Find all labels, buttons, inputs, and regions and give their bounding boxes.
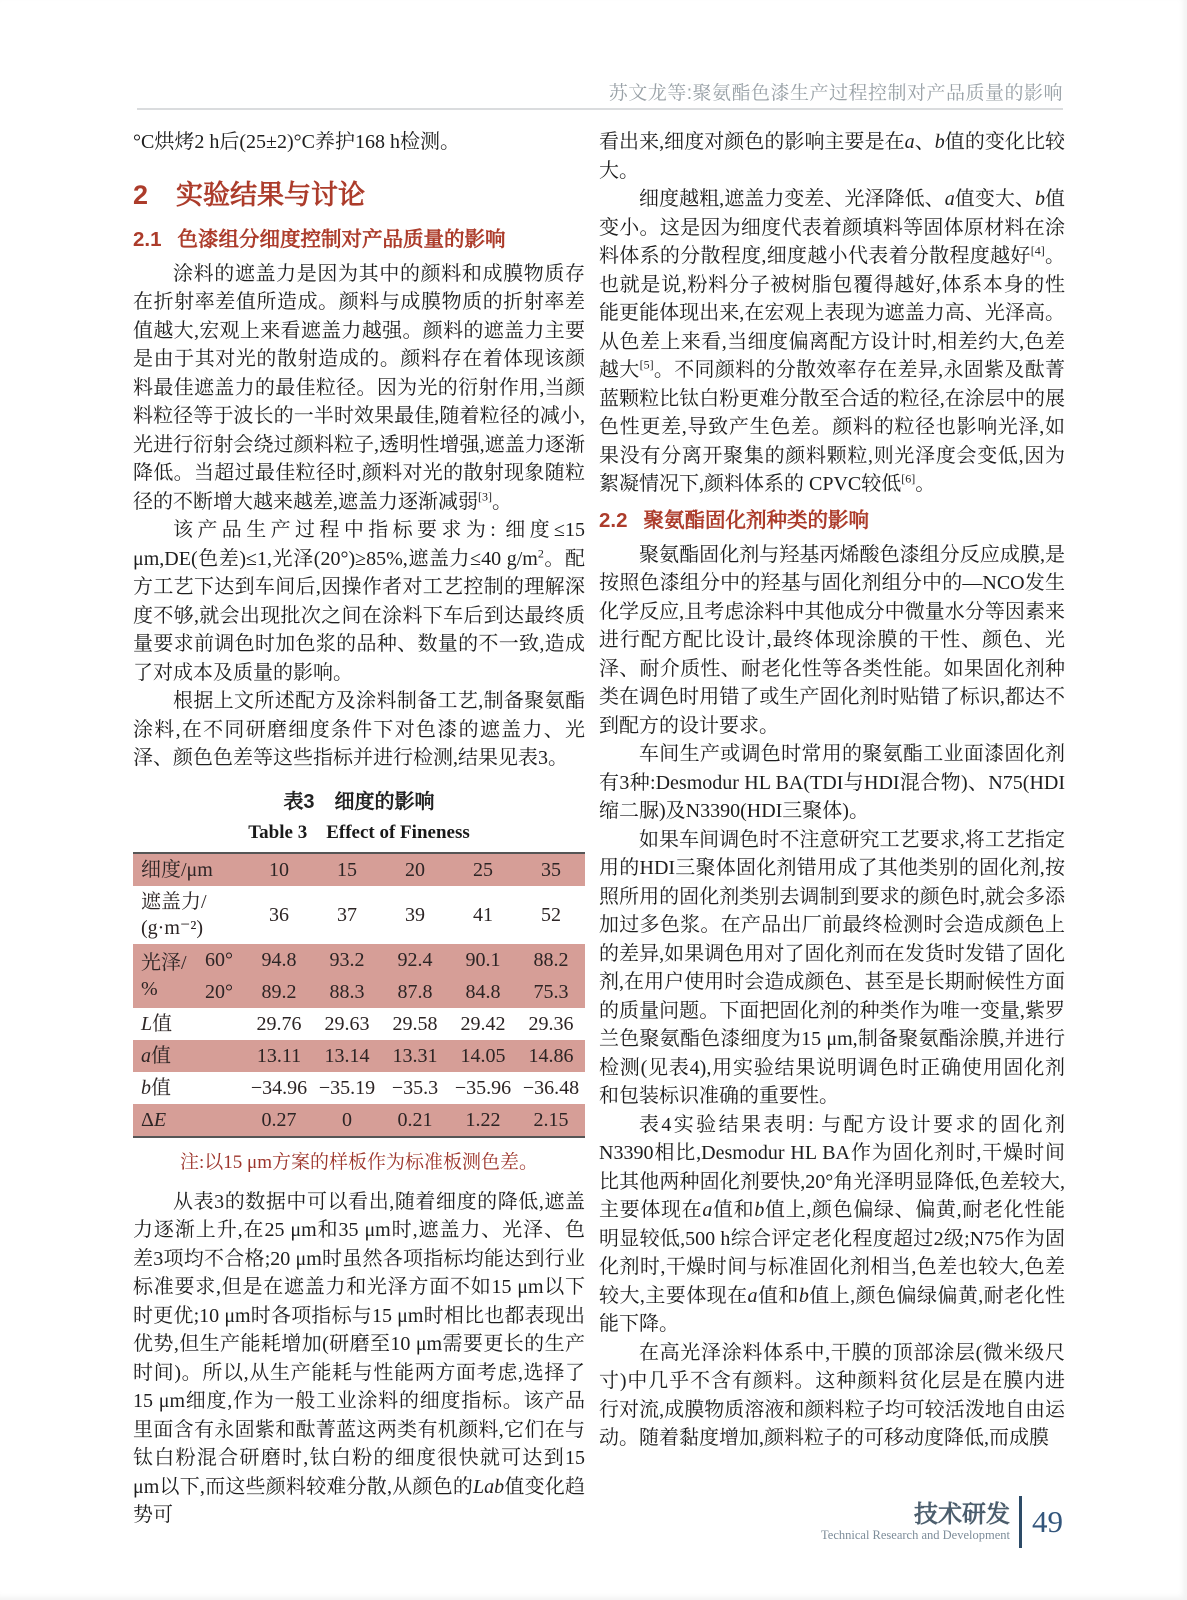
right-column (599, 128, 1065, 1530)
cell: 0.27 (245, 1104, 313, 1137)
paragraph-curing-agent-types: 车间生产或调色时常用的聚氨酯工业面漆固化剂有3种:Desmodur HL BA(TDI与HDI混合物)、N75(HDI缩二脲)及N3390(HDI三聚体)。 (599, 743, 1065, 822)
section-2-1-heading (133, 222, 585, 252)
cell: 15 (313, 853, 381, 886)
section-2-2-title: 聚氨酯固化剂种类的影响 (643, 508, 869, 532)
running-header: 苏文龙等:聚氨酯色漆生产过程控制对产品质量的影响 (608, 83, 1063, 104)
table3-block (133, 785, 585, 1174)
row-sublabel-60deg: 60° (193, 944, 245, 976)
cell: 94.8 (245, 944, 313, 976)
cell: 93.2 (313, 944, 381, 976)
row-label-dE: ΔE (133, 1104, 245, 1137)
cell: 1.22 (449, 1104, 517, 1137)
table3-row-gloss-20 (133, 976, 585, 1008)
cell: 10 (245, 853, 313, 886)
row-label-fineness: 细度/μm (133, 853, 245, 886)
left-column (133, 128, 585, 1530)
cell: −35.19 (318, 1076, 376, 1099)
section-2-1-number: 2.1 (133, 227, 162, 251)
cell: 92.4 (381, 944, 449, 976)
cell: 0.21 (381, 1104, 449, 1137)
cell: 29.76 (256, 1012, 302, 1035)
row-label-b: b值 (141, 1076, 171, 1099)
cell: 20 (381, 853, 449, 886)
cell: −36.48 (522, 1076, 580, 1099)
cell: 87.8 (381, 976, 449, 1008)
footer-divider (1019, 1496, 1022, 1548)
paragraph-wrong-curing-agent: 如果车间调色时不注意研究工艺要求,将工艺指定用的HDI三聚体固化剂错用成了其他类别的固化剂,按照所用的固化剂类别去调制到要求的颜色时,就会多添加过多色浆。在产品出厂前最终检测时会造成颜色上的差异,如果调色用对了固化剂而在发货时发错了固化剂,在用户使用时会造成颜色、甚至是长期耐候性方面的质量问题。下面把固化剂的种类作为唯一变量,紫罗兰色聚氨酯色漆细度为15 μm,制备聚氨酯涂膜,并进行检测(见表4),用实验结果说明调色时正确使用固化剂和包装标识准确的重要性。 (599, 828, 1065, 1107)
cell: 88.2 (517, 944, 585, 976)
cell: 29.42 (460, 1012, 506, 1035)
paragraph-table4-results: 表4实验结果表明: 与配方设计要求的固化剂N3390相比,Desmodur HL BA作为固化剂时,干燥时间比其他两种固化剂要快,20°角光泽明显降低,色差较大,主要体现在a值和b值上,颜色偏绿、偏黄,耐老化性能明显较低,500 h综合评定老化程度超过2级;N75作为固化剂时,干燥时间与标准固化剂相当,色差也较大,色差较大,主要体现在a值和b值上,颜色偏绿偏黄,耐老化性能下降。 (599, 1113, 1066, 1335)
paragraph-hiding-power-theory: 涂料的遮盖力是因为其中的颜料和成膜物质存在折射率差值所造成。颜料与成膜物质的折射率差值越大,宏观上来看遮盖力越强。颜料的遮盖力主要是由于其对光的散射造成的。颜料存在着体现该颜料最佳遮盖力的最佳粒径。因为光的衍射作用,当颜料粒径等于波长的一半时效果最佳,随着粒径的减小,光进行衍射会绕过颜料粒子,透明性增强,遮盖力逐渐降低。当超过最佳粒径时,颜料对光的散射现象随粒径的不断增大越来越差,遮盖力逐渐减弱[3]。 (133, 262, 585, 513)
cell: 39 (405, 903, 425, 926)
page-footer (821, 1496, 1063, 1548)
table3-caption-cn: 表3 细度的影响 (283, 790, 435, 813)
footer-section-en: Technical Research and Development (821, 1527, 1010, 1542)
cell: 29.58 (392, 1012, 438, 1035)
cell: −35.3 (391, 1076, 439, 1099)
paragraph-test-setup: 根据上文所述配方及涂料制备工艺,制备聚氨酯涂料,在不同研磨细度条件下对色漆的遮盖力、光泽、颜色色差等这些指标并进行检测,结果见表3。 (133, 690, 585, 769)
paragraph-color-effect-continued: 看出来,细度对颜色的影响主要是在a、b值的变化比较大。 (599, 131, 1066, 182)
cell: 25 (449, 853, 517, 886)
paragraph-table3-analysis: 从表3的数据中可以看出,随着细度的降低,遮盖力逐渐上升,在25 μm和35 μm时,遮盖力、光泽、色差3项均不合格;20 μm时虽然各项指标均能达到行业标准要求,但是在遮盖力和光泽方面不如15 μm以下时更优;10 μm时各项指标与15 μm时相比也都表现出优势,但生产能耗增加(研磨至10 μm需要更长的生产时间)。所以,从生产能耗与性能两方面考虑,选择了15 μm细度,作为一般工业涂料的细度指标。该产品里面含有永固紫和酞菁蓝这两类有机颜料,它们在与钛白粉混合研磨时,钛白粉的细度很快就可达到15 μm以下,而这些颜料较难分散,从颜色的Lab值变化趋势可 (133, 1190, 586, 1526)
section-2-2-heading (599, 503, 1065, 533)
cell: 14.05 (449, 1040, 517, 1072)
cell: 35 (517, 853, 585, 886)
cell: 36 (269, 903, 289, 926)
row-label-L: L值 (141, 1012, 173, 1035)
cell: 14.86 (517, 1040, 585, 1072)
row-sublabel-20deg: 20° (193, 976, 245, 1008)
page-number: 49 (1032, 1504, 1063, 1539)
paragraph-spec-requirements: 该产品生产过程中指标要求为: 细度≤15 μm,DE(色差)≤1,光泽(20°)≥85%,遮盖力≤40 $g/m^2$。配方工艺下达到车间后,因操作者对工艺控制的理解深度不够,就会出现批次之间在涂料下车后到达最终质量要求前调色时加色浆的品种、数量的不一致,造成了对成本及质量的影响。 (133, 519, 585, 684)
cell: 2.15 (517, 1104, 585, 1137)
cell: 13.31 (381, 1040, 449, 1072)
table3-row-a (133, 1040, 585, 1072)
footer-section-labels (821, 1502, 1010, 1543)
cell: 52 (541, 903, 561, 926)
row-label-a: a值 (133, 1040, 245, 1072)
table3-row-L (133, 1008, 585, 1040)
section-2-1-title: 色漆组分细度控制对产品质量的影响 (177, 227, 506, 251)
footer-section-cn: 技术研发 (914, 1500, 1010, 1528)
cell: 90.1 (449, 944, 517, 976)
cell: 13.11 (245, 1040, 313, 1072)
table3-row-b (133, 1072, 585, 1104)
cell: 13.14 (313, 1040, 381, 1072)
cell: 89.2 (245, 976, 313, 1008)
section-2-heading (133, 173, 585, 212)
section-2-title: 实验结果与讨论 (176, 179, 366, 210)
paragraph-high-gloss-system: 在高光泽涂料体系中,干膜的顶部涂层(微米级尺寸)中几乎不含有颜料。这种颜料贫化层是在膜内进行对流,成膜物质溶液和颜料粒子均可较活泼地自由运动。随着黏度增加,颜料粒子的可移动度降低,而成膜 (599, 1341, 1065, 1449)
table3-row-fineness (133, 853, 585, 886)
cell: 29.63 (324, 1012, 370, 1035)
cell: −34.96 (250, 1076, 308, 1099)
table3-row-dE (133, 1104, 585, 1137)
row-label-hiding-power: 遮盖力/ (g·m⁻²) (141, 890, 207, 939)
table3-row-gloss-60 (133, 944, 585, 976)
table3 (133, 852, 585, 1138)
paragraph-curing-conditions: °C烘烤2 h后(25±2)°C养护168 h检测。 (133, 131, 460, 153)
section-2-number: 2 (133, 179, 149, 210)
cell: 88.3 (313, 976, 381, 1008)
table3-row-hiding-power (133, 886, 585, 944)
paragraph-fineness-dispersion: 细度越粗,遮盖力变差、光泽降低、a值变大、b值变小。这是因为细度代表着颜填料等固体原材料在涂料体系的分散程度,细度越小代表着分散程度越好[4]。也就是说,粉料分子被树脂包覆得越好,体系本身的性能更能体现出来,在宏观上表现为遮盖力高、光泽高。从色差上来看,当细度偏离配方设计时,相差约大,色差越大[5]。不同颜料的分散效率存在差异,永固紫及酞菁蓝颗粒比钛白粉更难分散至合适的粒径,在涂层中的展色性更差,导致产生色差。颜料的粒径也影响光泽,如果没有分离开聚集的颜料颗粒,则光泽度会变低,因为絮凝情况下,颜料体系的 CPVC较低[6]。 (599, 188, 1066, 495)
table3-note: 注:以15 μm方案的样板作为标准板测色差。 (180, 1151, 538, 1173)
cell: 75.3 (517, 976, 585, 1008)
cell: −35.96 (454, 1076, 512, 1099)
row-label-gloss: 光泽/ % (133, 944, 193, 1008)
cell: 29.36 (528, 1012, 574, 1035)
table3-caption-en: Table 3 Effect of Fineness (248, 821, 470, 843)
header-divider (137, 108, 1063, 110)
cell: 37 (337, 903, 357, 926)
section-2-2-number: 2.2 (599, 508, 628, 532)
cell: 41 (473, 903, 493, 926)
paragraph-curing-agent-reaction: 聚氨酯固化剂与羟基丙烯酸色漆组分反应成膜,是按照色漆组分中的羟基与固化剂组分中的—NCO发生化学反应,且考虑涂料中其他成分中微量水分等因素来进行配方配比设计,最终体现涂膜的干性、颜色、光泽、耐介质性、耐老化性等各类性能。如果固化剂种类在调色时用错了或生产固化剂时贴错了标识,都达不到配方的设计要求。 (599, 543, 1065, 737)
cell: 84.8 (449, 976, 517, 1008)
cell: 0 (313, 1104, 381, 1137)
article-body (133, 128, 1065, 1530)
